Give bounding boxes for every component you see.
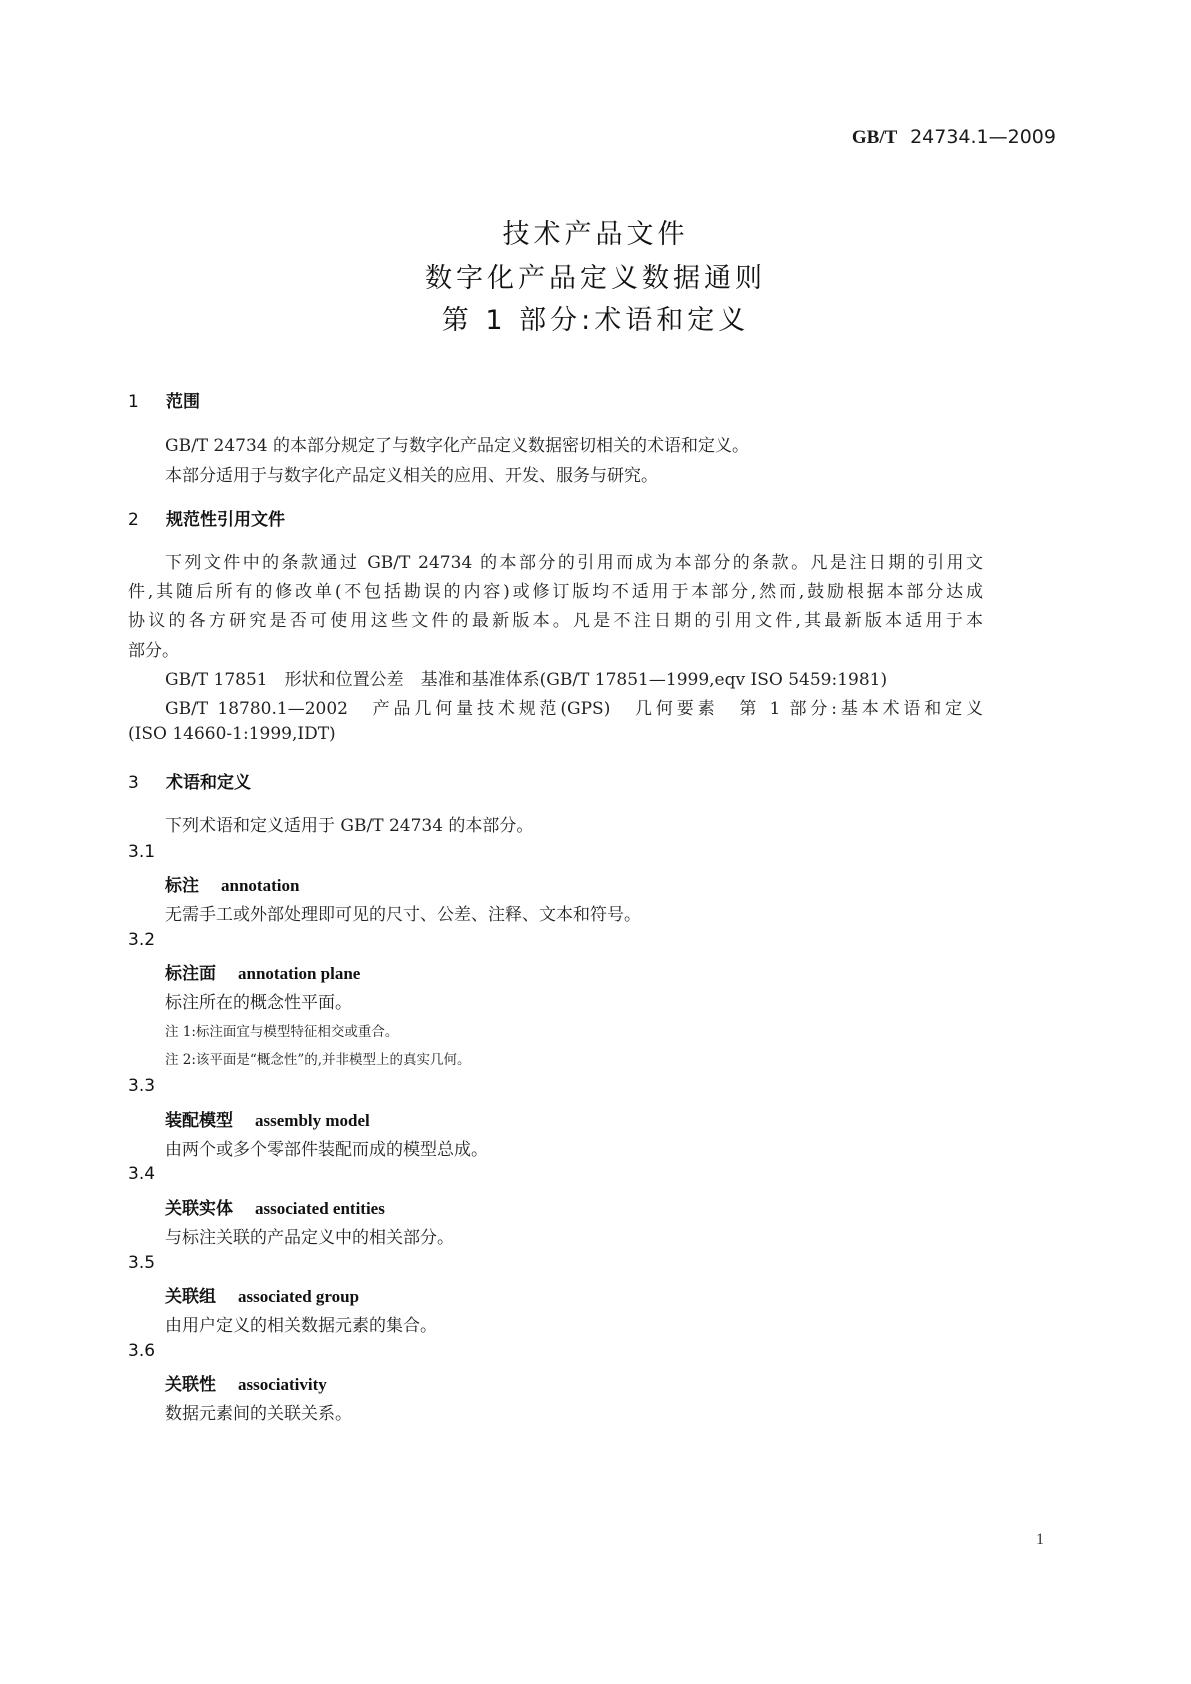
doc-title-line-3: 第 1 部分:术语和定义 — [441, 305, 750, 336]
term-note-1: 注 1:标注面宜与模型特征相交或重合。 — [165, 1024, 399, 1040]
page-number: 1 — [1036, 1531, 1044, 1548]
term-number: 3.4 — [128, 1164, 156, 1184]
standard-prefix: GB/T — [851, 127, 898, 148]
term-number: 3.3 — [128, 1076, 156, 1096]
term-definition: 与标注关联的产品定义中的相关部分。 — [165, 1228, 454, 1248]
standard-code — [852, 126, 1056, 149]
term-chinese: 关联实体 — [165, 1199, 233, 1219]
reference-gbt-18780-line-2: (ISO 14660-1:1999,IDT) — [128, 724, 336, 744]
term-definition: 数据元素间的关联关系。 — [165, 1404, 352, 1424]
term-definition: 由用户定义的相关数据元素的集合。 — [165, 1316, 437, 1336]
term-english: annotation — [221, 876, 300, 895]
terms-intro: 下列术语和定义适用于 GB/T 24734 的本部分。 — [165, 816, 534, 836]
term-number: 3.2 — [128, 930, 156, 950]
section-2-heading — [128, 505, 285, 530]
section-number: 2 — [128, 510, 139, 530]
term-heading — [165, 1370, 327, 1395]
section-3-heading — [128, 768, 251, 793]
scope-paragraph-2: 本部分适用于与数字化产品定义相关的应用、开发、服务与研究。 — [165, 466, 658, 486]
section-number: 1 — [128, 392, 139, 412]
term-chinese: 关联性 — [165, 1375, 216, 1395]
normative-paragraph-line-4: 部分。 — [128, 641, 179, 661]
term-chinese: 装配模型 — [165, 1111, 233, 1131]
term-number: 3.5 — [128, 1253, 156, 1273]
term-english: associativity — [238, 1375, 327, 1394]
term-chinese: 标注 — [165, 876, 199, 896]
normative-paragraph-line-1: 下列文件中的条款通过 GB/T 24734 的本部分的引用而成为本部分的条款。凡是注日期的引用文 — [165, 553, 983, 573]
term-definition: 由两个或多个零部件装配而成的模型总成。 — [165, 1140, 488, 1160]
term-note-2: 注 2:该平面是“概念性”的,并非模型上的真实几何。 — [165, 1052, 471, 1068]
term-english: assembly model — [255, 1111, 370, 1130]
term-heading — [165, 1106, 370, 1131]
section-1-heading — [128, 387, 200, 412]
term-english: annotation plane — [238, 964, 361, 983]
doc-title-line-2: 数字化产品定义数据通则 — [425, 263, 766, 294]
reference-gbt-17851: GB/T 17851 形状和位置公差 基准和基准体系(GB/T 17851—1999,eqv ISO 5459:1981) — [165, 670, 888, 690]
term-chinese: 标注面 — [165, 964, 216, 984]
reference-gbt-18780-line-1: GB/T 18780.1—2002 产品几何量技术规范(GPS) 几何要素 第 1 部分:基本术语和定义 — [165, 699, 983, 719]
section-title: 规范性引用文件 — [166, 510, 285, 530]
section-title: 术语和定义 — [166, 773, 251, 793]
term-heading — [165, 1194, 385, 1219]
term-number: 3.6 — [128, 1341, 156, 1361]
term-definition: 标注所在的概念性平面。 — [165, 993, 352, 1013]
term-heading — [165, 959, 360, 984]
section-title: 范围 — [166, 392, 200, 412]
term-english: associated group — [238, 1287, 360, 1306]
section-number: 3 — [128, 773, 139, 793]
term-heading — [165, 1282, 359, 1307]
term-heading — [165, 871, 299, 896]
term-chinese: 关联组 — [165, 1287, 216, 1307]
term-definition: 无需手工或外部处理即可见的尺寸、公差、注释、文本和符号。 — [165, 905, 641, 925]
normative-paragraph-line-3: 协议的各方研究是否可使用这些文件的最新版本。凡是不注日期的引用文件,其最新版本适用于本 — [128, 611, 983, 631]
scope-paragraph-1: GB/T 24734 的本部分规定了与数字化产品定义数据密切相关的术语和定义。 — [165, 436, 750, 456]
doc-title-line-1: 技术产品文件 — [502, 219, 689, 250]
term-english: associated entities — [255, 1199, 385, 1218]
normative-paragraph-line-2: 件,其随后所有的修改单(不包括勘误的内容)或修订版均不适用于本部分,然而,鼓励根据本部分达成 — [128, 582, 983, 602]
term-number: 3.1 — [128, 842, 156, 862]
standard-number: 24734.1—2009 — [910, 126, 1056, 148]
